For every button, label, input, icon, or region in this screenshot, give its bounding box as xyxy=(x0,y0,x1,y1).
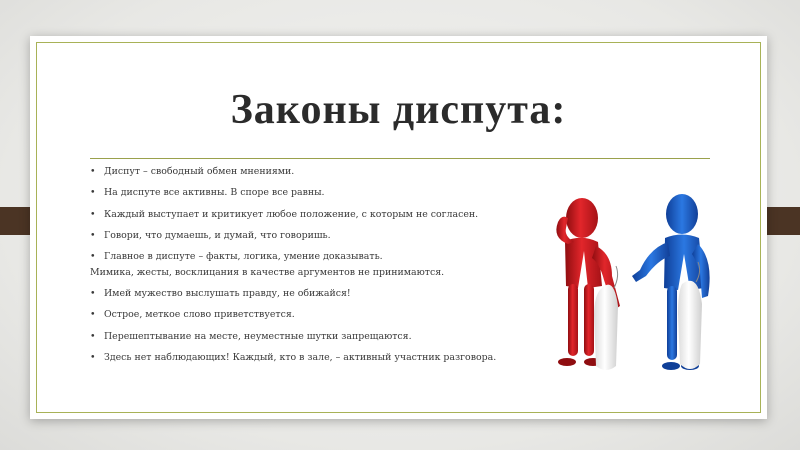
bullet: • xyxy=(90,351,96,363)
bullet: • xyxy=(90,330,96,342)
list-item xyxy=(90,309,510,322)
list-item-text: На диспуте все активны. В споре все равны. xyxy=(104,187,325,199)
title-divider xyxy=(90,158,710,159)
list-item xyxy=(90,331,510,344)
list-item-text: Здесь нет наблюдающих! Каждый, кто в зале, – активный участник разговора. xyxy=(104,351,497,363)
list-item-text: Говори, что думаешь, и думай, что говоришь. xyxy=(104,229,331,241)
bullet: • xyxy=(90,251,96,263)
bullet: • xyxy=(90,208,96,220)
list-item xyxy=(90,288,510,301)
list-item-text: Диспут – свободный обмен мнениями. xyxy=(104,166,295,177)
list-item xyxy=(90,209,510,222)
list-item xyxy=(90,187,510,200)
list-item-text: Имей мужество выслушать правду, не обижайся! xyxy=(104,288,351,300)
list-item xyxy=(90,251,510,264)
blue-figure xyxy=(632,194,710,370)
bullet: • xyxy=(90,166,96,177)
list-item-text: Главное в диспуте – факты, логика, умение доказывать. xyxy=(104,251,383,263)
list-item xyxy=(90,230,510,243)
list-item-text: Острое, меткое слово приветствуется. xyxy=(104,309,295,321)
red-figure xyxy=(556,198,620,370)
bullet: • xyxy=(90,187,96,199)
right-side-bar xyxy=(762,207,800,235)
list-item-text: Каждый выступает и критикует любое положение, с которым не согласен. xyxy=(104,208,479,220)
bullet: • xyxy=(90,229,96,241)
slide-title: Законы диспута: xyxy=(230,87,567,133)
slide xyxy=(30,36,767,419)
list-item xyxy=(90,352,510,365)
list-item-text: Перешептывание на месте, неуместные шутки запрещаются. xyxy=(104,330,412,342)
bullet: • xyxy=(90,288,96,300)
list-item xyxy=(90,166,510,179)
rules-list xyxy=(90,166,510,373)
bullet: • xyxy=(90,309,96,321)
list-item-text: Мимика, жесты, восклицания в качестве аргументов не принимаются. xyxy=(90,266,445,278)
debating-figures-illustration xyxy=(532,176,732,386)
list-item-unbulleted xyxy=(90,267,510,280)
